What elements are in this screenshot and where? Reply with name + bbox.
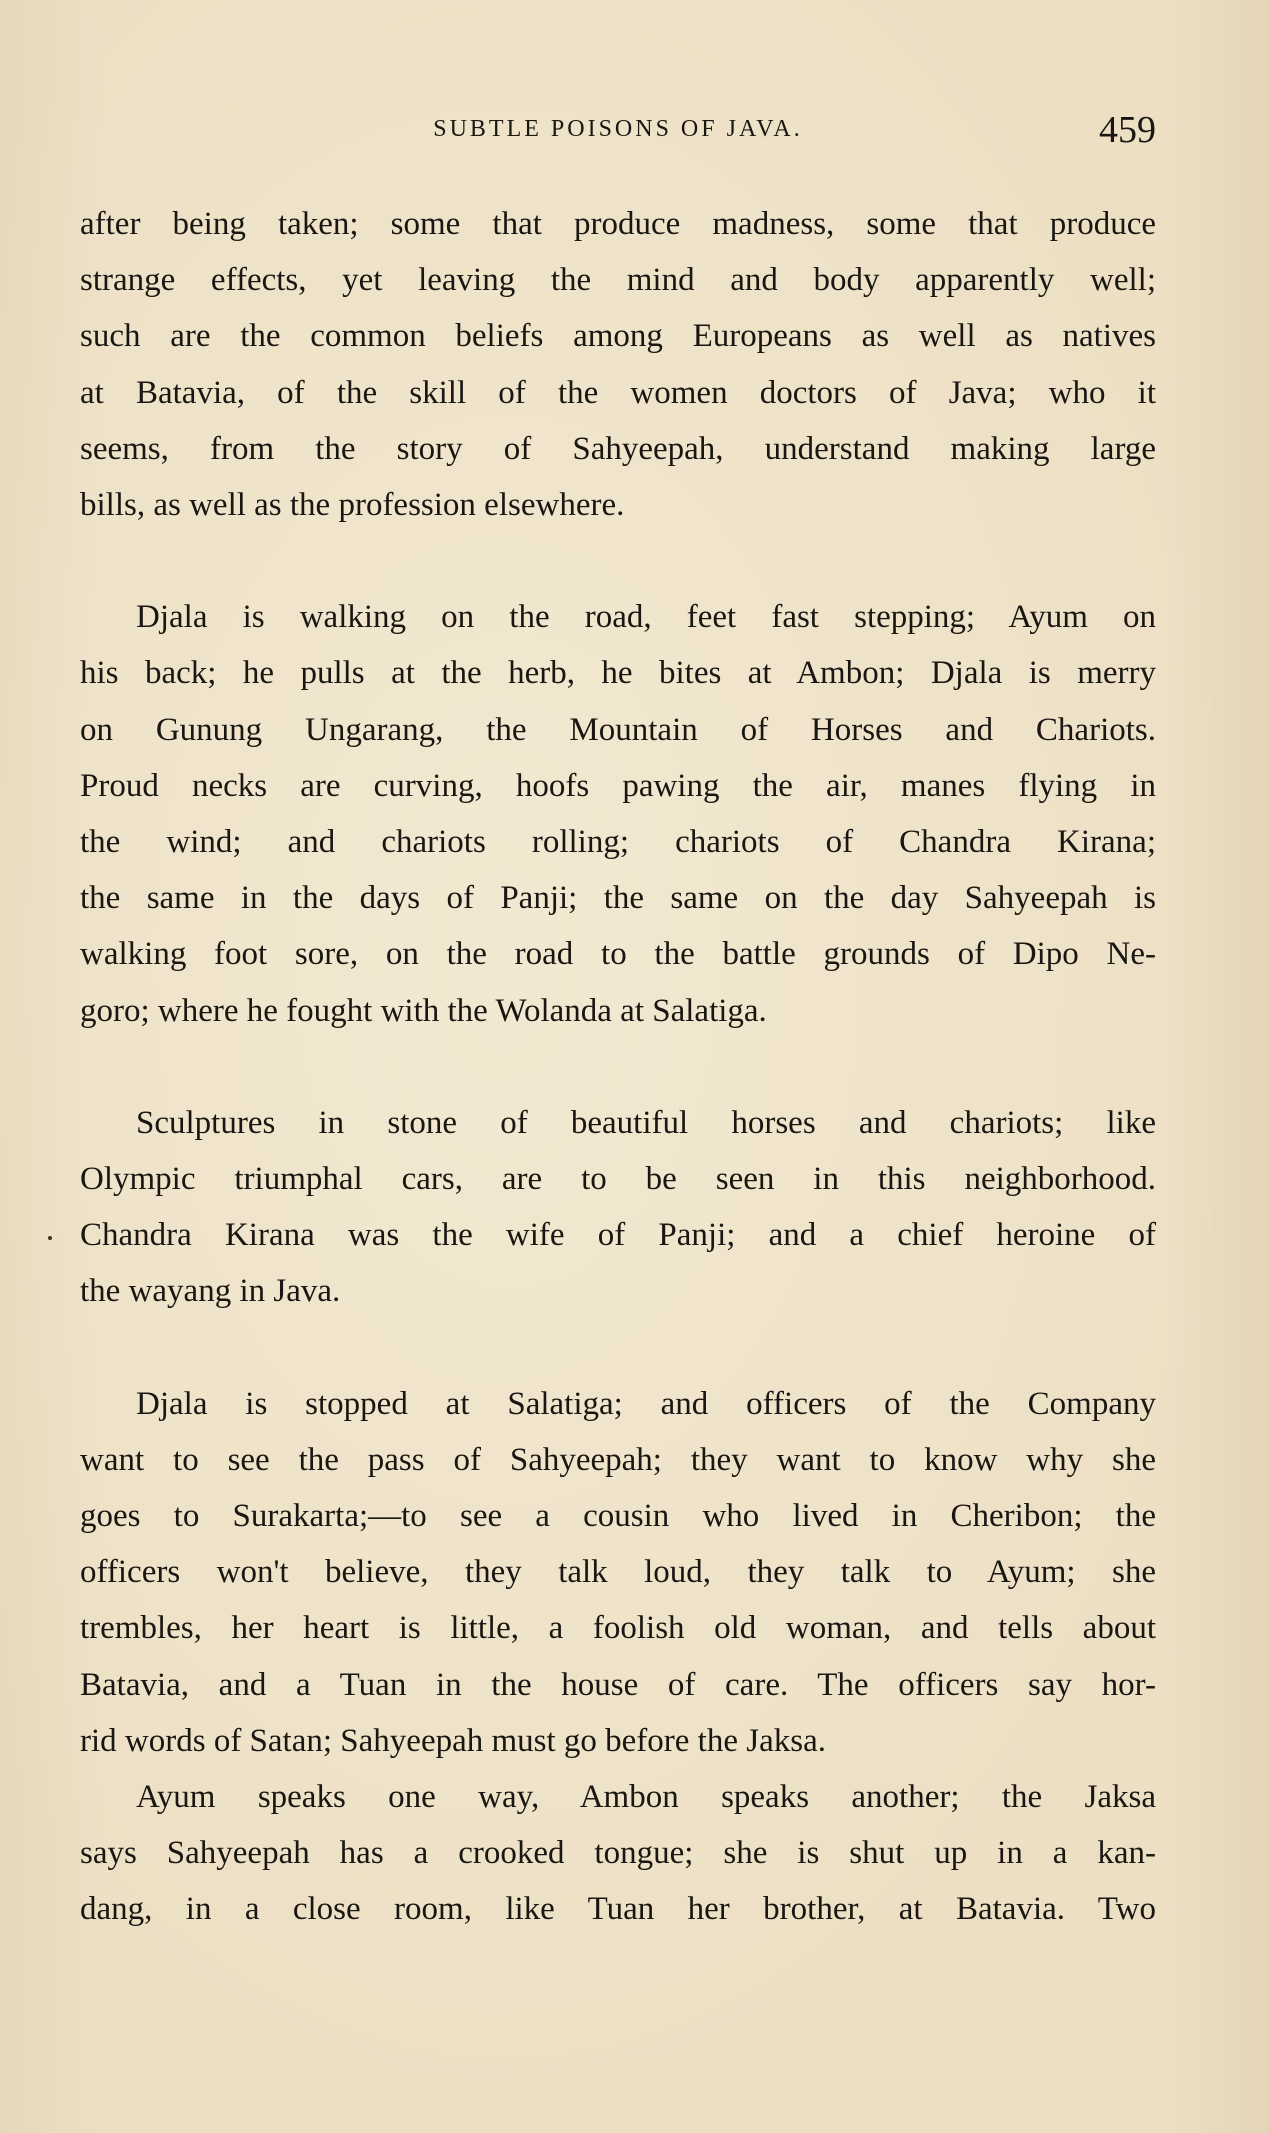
text-line: want to see the pass of Sahyeepah; they want to know why she bbox=[80, 1441, 1156, 1478]
paragraph-gap bbox=[80, 533, 1156, 589]
text-line: Batavia, and a Tuan in the house of care. The officers say hor- bbox=[80, 1666, 1156, 1703]
paragraph-1 bbox=[80, 196, 1156, 533]
text-line: Ayum speaks one way, Ambon speaks another; the Jaksa bbox=[136, 1779, 1156, 1816]
paragraph-3 bbox=[80, 1095, 1156, 1320]
text-line: walking foot sore, on the road to the battle grounds of Dipo Ne- bbox=[80, 936, 1156, 973]
text-line: at Batavia, of the skill of the women doctors of Java; who it bbox=[80, 374, 1156, 411]
body-text bbox=[80, 196, 1156, 1938]
text-line: Proud necks are curving, hoofs pawing the air, manes flying in bbox=[80, 767, 1156, 804]
page-header bbox=[80, 108, 1156, 151]
ink-speck bbox=[48, 1236, 52, 1240]
text-line: Djala is walking on the road, feet fast stepping; Ayum on bbox=[136, 599, 1156, 636]
text-line: dang, in a close room, like Tuan her brother, at Batavia. Two bbox=[80, 1891, 1156, 1928]
paragraph-4 bbox=[80, 1376, 1156, 1769]
text-line: after being taken; some that produce madness, some that produce bbox=[80, 206, 1156, 242]
text-line: Chandra Kirana was the wife of Panji; and a chief heroine of bbox=[80, 1217, 1156, 1254]
text-line: officers won't believe, they talk loud, they talk to Ayum; she bbox=[80, 1554, 1156, 1591]
text-line: goro; where he fought with the Wolanda at Salatiga. bbox=[80, 992, 767, 1029]
text-line: Sculptures in stone of beautiful horses and chariots; like bbox=[136, 1104, 1156, 1141]
text-line: on Gunung Ungarang, the Mountain of Horses and Chariots. bbox=[80, 711, 1156, 748]
text-line: seems, from the story of Sahyeepah, understand making large bbox=[80, 430, 1156, 467]
text-line: rid words of Satan; Sahyeepah must go before the Jaksa. bbox=[80, 1722, 826, 1759]
text-line: goes to Surakarta;—to see a cousin who lived in Cheribon; the bbox=[80, 1498, 1156, 1535]
text-line: strange effects, yet leaving the mind and body apparently well; bbox=[80, 262, 1156, 299]
paragraph-gap bbox=[80, 1039, 1156, 1095]
text-line: the wayang in Java. bbox=[80, 1273, 341, 1310]
text-line: trembles, her heart is little, a foolish old woman, and tells about bbox=[80, 1610, 1156, 1647]
text-line: Djala is stopped at Salatiga; and officers of the Company bbox=[136, 1385, 1156, 1422]
paragraph-5 bbox=[80, 1769, 1156, 1938]
text-line: the same in the days of Panji; the same on the day Sahyeepah is bbox=[80, 880, 1156, 917]
text-line: such are the common beliefs among Europeans as well as natives bbox=[80, 318, 1156, 355]
text-line: Olympic triumphal cars, are to be seen in this neighborhood. bbox=[80, 1161, 1156, 1198]
text-line: his back; he pulls at the herb, he bites at Ambon; Djala is merry bbox=[80, 655, 1156, 692]
running-title: SUBTLE POISONS OF JAVA. bbox=[433, 116, 803, 142]
page-number: 459 bbox=[1099, 109, 1156, 151]
text-line: bills, as well as the profession elsewhere. bbox=[80, 487, 625, 524]
text-line: says Sahyeepah has a crooked tongue; she is shut up in a kan- bbox=[80, 1835, 1156, 1872]
text-line: the wind; and chariots rolling; chariots of Chandra Kirana; bbox=[80, 824, 1156, 861]
paragraph-2 bbox=[80, 589, 1156, 1039]
paragraph-gap bbox=[80, 1320, 1156, 1376]
